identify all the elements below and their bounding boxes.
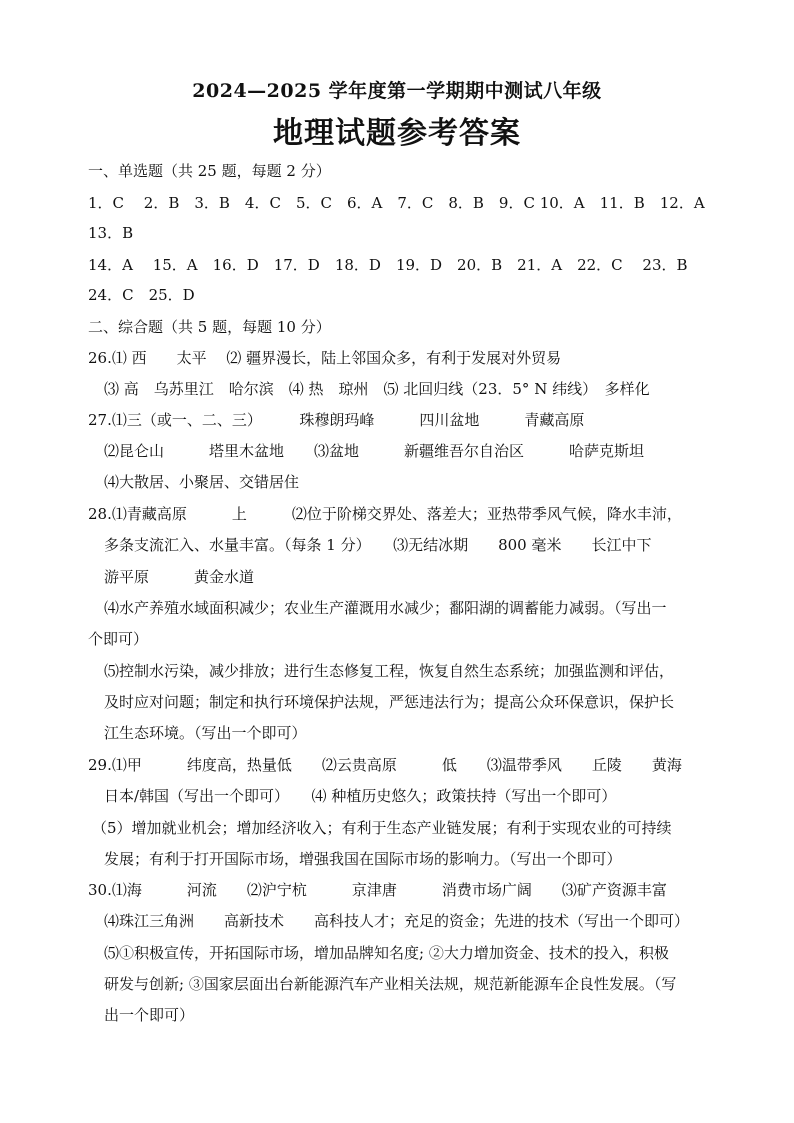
q28-line-4: ⑷水产养殖水域面积减少；农业生产灌溉用水减少；鄱阳湖的调蓄能力减弱。（写出一 bbox=[104, 599, 667, 617]
q28-line-6: ⑸控制水污染，减少排放；进行生态修复工程，恢复自然生态系统；加强监测和评估， bbox=[104, 662, 675, 680]
q26-line-2: ⑶ 高 乌苏里江 哈尔滨 ⑷ 热 琼州 ⑸ 北回归线（23．5° N 纬线） 多样化 bbox=[104, 380, 650, 398]
answers-row-3: 14．A 15．A 16．D 17．D 18．D 19．D 20．B 21．A 22．C 23．B bbox=[88, 256, 688, 274]
q28-line-2: 多条支流汇入、水量丰富。（每条 1 分） ⑶无结冰期 800 毫米 长江中下 bbox=[104, 536, 652, 554]
q27-line-1: 27.⑴三（或一、二、三） 珠穆朗玛峰 四川盆地 青藏高原 bbox=[88, 411, 585, 429]
q30-line-3: ⑸①积极宣传，开拓国际市场，增加品牌知名度; ②大力增加资金、技术的投入，积极 bbox=[104, 944, 669, 962]
q29-line-3: （5）增加就业机会；增加经济收入；有利于生态产业链发展；有利于实现农业的可持续 bbox=[92, 819, 672, 837]
q29-line-1: 29.⑴甲 纬度高，热量低 ⑵云贵高原 低 ⑶温带季风 丘陵 黄海 bbox=[88, 756, 682, 774]
q28-line-1: 28.⑴青藏高原 上 ⑵位于阶梯交界处、落差大；亚热带季风气候，降水丰沛， bbox=[88, 505, 682, 523]
q29-line-2: 日本/韩国（写出一个即可） ⑷ 种植历史悠久；政策扶持（写出一个即可） bbox=[104, 787, 617, 805]
q30-line-2: ⑷珠江三角洲 高新技术 高科技人才；充足的资金；先进的技术（写出一个即可） bbox=[104, 912, 690, 930]
answers-row-4: 24．C 25．D bbox=[88, 286, 195, 304]
section-heading-comprehensive: 二、综合题（共 5 题，每题 10 分） bbox=[88, 318, 331, 336]
answers-row-2: 13．B bbox=[88, 224, 134, 242]
answer-key-title: 地理试题参考答案 bbox=[273, 116, 521, 151]
q28-line-3: 游平原 黄金水道 bbox=[104, 568, 255, 586]
section-heading-single-choice: 一、单选题（共 25 题，每题 2 分） bbox=[88, 162, 331, 180]
q30-line-4: 研发与创新; ③国家层面出台新能源汽车产业相关法规，规范新能源车企良性发展。（写 bbox=[104, 975, 677, 993]
q27-line-2: ⑵昆仑山 塔里木盆地 ⑶盆地 新疆维吾尔自治区 哈萨克斯坦 bbox=[104, 442, 645, 460]
q28-line-5: 个即可） bbox=[88, 630, 149, 648]
q30-line-1: 30.⑴海 河流 ⑵沪宁杭 京津唐 消费市场广阔 ⑶矿产资源丰富 bbox=[88, 881, 667, 899]
q27-line-3: ⑷大散居、小聚居、交错居住 bbox=[104, 473, 300, 491]
q28-line-8: 江生态环境。（写出一个即可） bbox=[104, 724, 307, 742]
q28-line-7: 及时应对问题；制定和执行环境保护法规，严惩违法行为；提高公众环保意识，保护长 bbox=[104, 693, 675, 711]
answers-row-1: 1．C 2．B 3．B 4．C 5．C 6．A 7．C 8．B 9．C 10．A 11．B 12．A bbox=[88, 194, 705, 212]
q30-line-5: 出一个即可） bbox=[104, 1006, 195, 1024]
q29-line-4: 发展；有利于打开国际市场，增强我国在国际市场的影响力。（写出一个即可） bbox=[104, 850, 622, 868]
q26-line-1: 26.⑴ 西 太平 ⑵ 疆界漫长，陆上邻国众多，有利于发展对外贸易 bbox=[88, 349, 562, 367]
exam-title: 2024—2025 学年度第一学期期中测试八年级 bbox=[192, 80, 602, 102]
